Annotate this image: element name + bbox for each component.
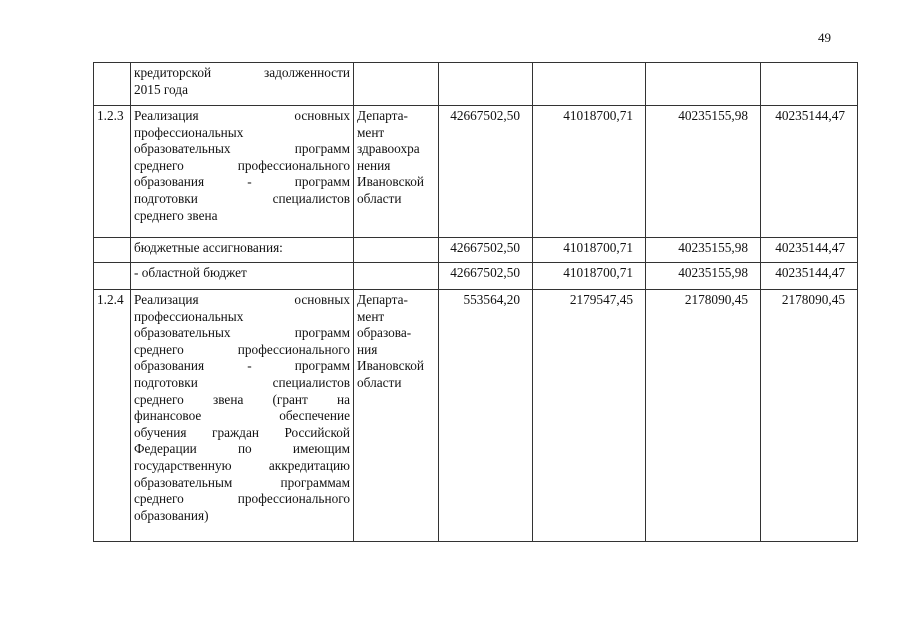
- department-line: Департа-: [357, 292, 408, 307]
- amount-cell: 41018700,71: [533, 263, 646, 290]
- amount-cell: 40235155,98: [646, 238, 761, 263]
- department-line: здравоохра: [357, 141, 420, 157]
- item-name-line: образования): [134, 507, 209, 523]
- item-name-line: среднего профессионального: [134, 491, 350, 507]
- item-name-cell: [131, 290, 354, 542]
- item-name-line: образования - программ: [134, 174, 350, 190]
- item-name-line: подготовки специалистов: [134, 190, 350, 206]
- department-line: Ивановской: [357, 174, 425, 190]
- department-line: области: [357, 374, 402, 390]
- item-name-line: среднего профессионального: [134, 341, 350, 357]
- table-row: [94, 263, 858, 290]
- item-name-line: бюджетные ассигнования:: [134, 240, 283, 255]
- item-name-line: Федерации по имеющим: [134, 441, 350, 457]
- amount-cell: 2179547,45: [533, 290, 646, 542]
- amount-cell: 40235144,47: [761, 263, 858, 290]
- department-cell: [354, 290, 439, 542]
- amount-cell: 41018700,71: [533, 238, 646, 263]
- amount-cell: 40235144,47: [761, 106, 858, 238]
- item-name-line: 2015 года: [134, 81, 188, 97]
- amount-cell: 41018700,71: [533, 106, 646, 238]
- row-number-cell: 1.2.4: [94, 290, 131, 542]
- amount-cell: 553564,20: [439, 290, 533, 542]
- row-number-cell: [94, 238, 131, 263]
- department-line: мент: [357, 124, 385, 140]
- item-name-line: образовательным программам: [134, 474, 350, 490]
- row-number-cell: [94, 63, 131, 106]
- amount-cell: [533, 63, 646, 106]
- item-name-line: Реализация основных: [134, 292, 350, 307]
- item-name-cell: [131, 263, 354, 290]
- item-name-line: среднего звена (грант на: [134, 391, 350, 407]
- amount-cell: 42667502,50: [439, 106, 533, 238]
- amount-cell: 40235144,47: [761, 238, 858, 263]
- item-name-line: финансовое обеспечение: [134, 408, 350, 424]
- department-cell: [354, 63, 439, 106]
- item-name-line: - областной бюджет: [134, 265, 247, 280]
- item-name-cell: [131, 238, 354, 263]
- table-row: [94, 63, 858, 106]
- item-name-line: обучения граждан Российской: [134, 424, 350, 440]
- row-number-cell: 1.2.3: [94, 106, 131, 238]
- item-name-line: кредиторской задолженности: [134, 65, 350, 80]
- amount-cell: 2178090,45: [761, 290, 858, 542]
- item-name-line: образовательных программ: [134, 141, 350, 157]
- department-line: образова-: [357, 325, 412, 341]
- department-cell: [354, 106, 439, 238]
- item-name-line: образования - программ: [134, 358, 350, 374]
- item-name-line: среднего звена: [134, 207, 218, 223]
- item-name-line: Реализация основных: [134, 108, 350, 123]
- amount-cell: 2178090,45: [646, 290, 761, 542]
- table-row: [94, 106, 858, 238]
- department-line: нения: [357, 157, 391, 173]
- budget-table: [93, 62, 858, 542]
- table-row: [94, 238, 858, 263]
- department-line: Департа-: [357, 108, 408, 123]
- amount-cell: [761, 63, 858, 106]
- amount-cell: 42667502,50: [439, 263, 533, 290]
- item-name-line: профессиональных: [134, 124, 244, 140]
- amount-cell: 40235155,98: [646, 106, 761, 238]
- item-name-line: подготовки специалистов: [134, 374, 350, 390]
- item-name-cell: [131, 63, 354, 106]
- department-cell: [354, 238, 439, 263]
- amount-cell: [439, 63, 533, 106]
- department-line: области: [357, 190, 402, 206]
- amount-cell: 42667502,50: [439, 238, 533, 263]
- amount-cell: 40235155,98: [646, 263, 761, 290]
- item-name-line: среднего профессионального: [134, 157, 350, 173]
- page-number: 49: [818, 30, 831, 45]
- item-name-cell: [131, 106, 354, 238]
- row-number-cell: [94, 263, 131, 290]
- department-line: мент: [357, 308, 385, 324]
- item-name-line: образовательных программ: [134, 325, 350, 341]
- department-line: Ивановской: [357, 358, 425, 374]
- table-row: [94, 290, 858, 542]
- department-line: ния: [357, 341, 378, 357]
- department-cell: [354, 263, 439, 290]
- item-name-line: профессиональных: [134, 308, 244, 324]
- amount-cell: [646, 63, 761, 106]
- item-name-line: государственную аккредитацию: [134, 457, 350, 473]
